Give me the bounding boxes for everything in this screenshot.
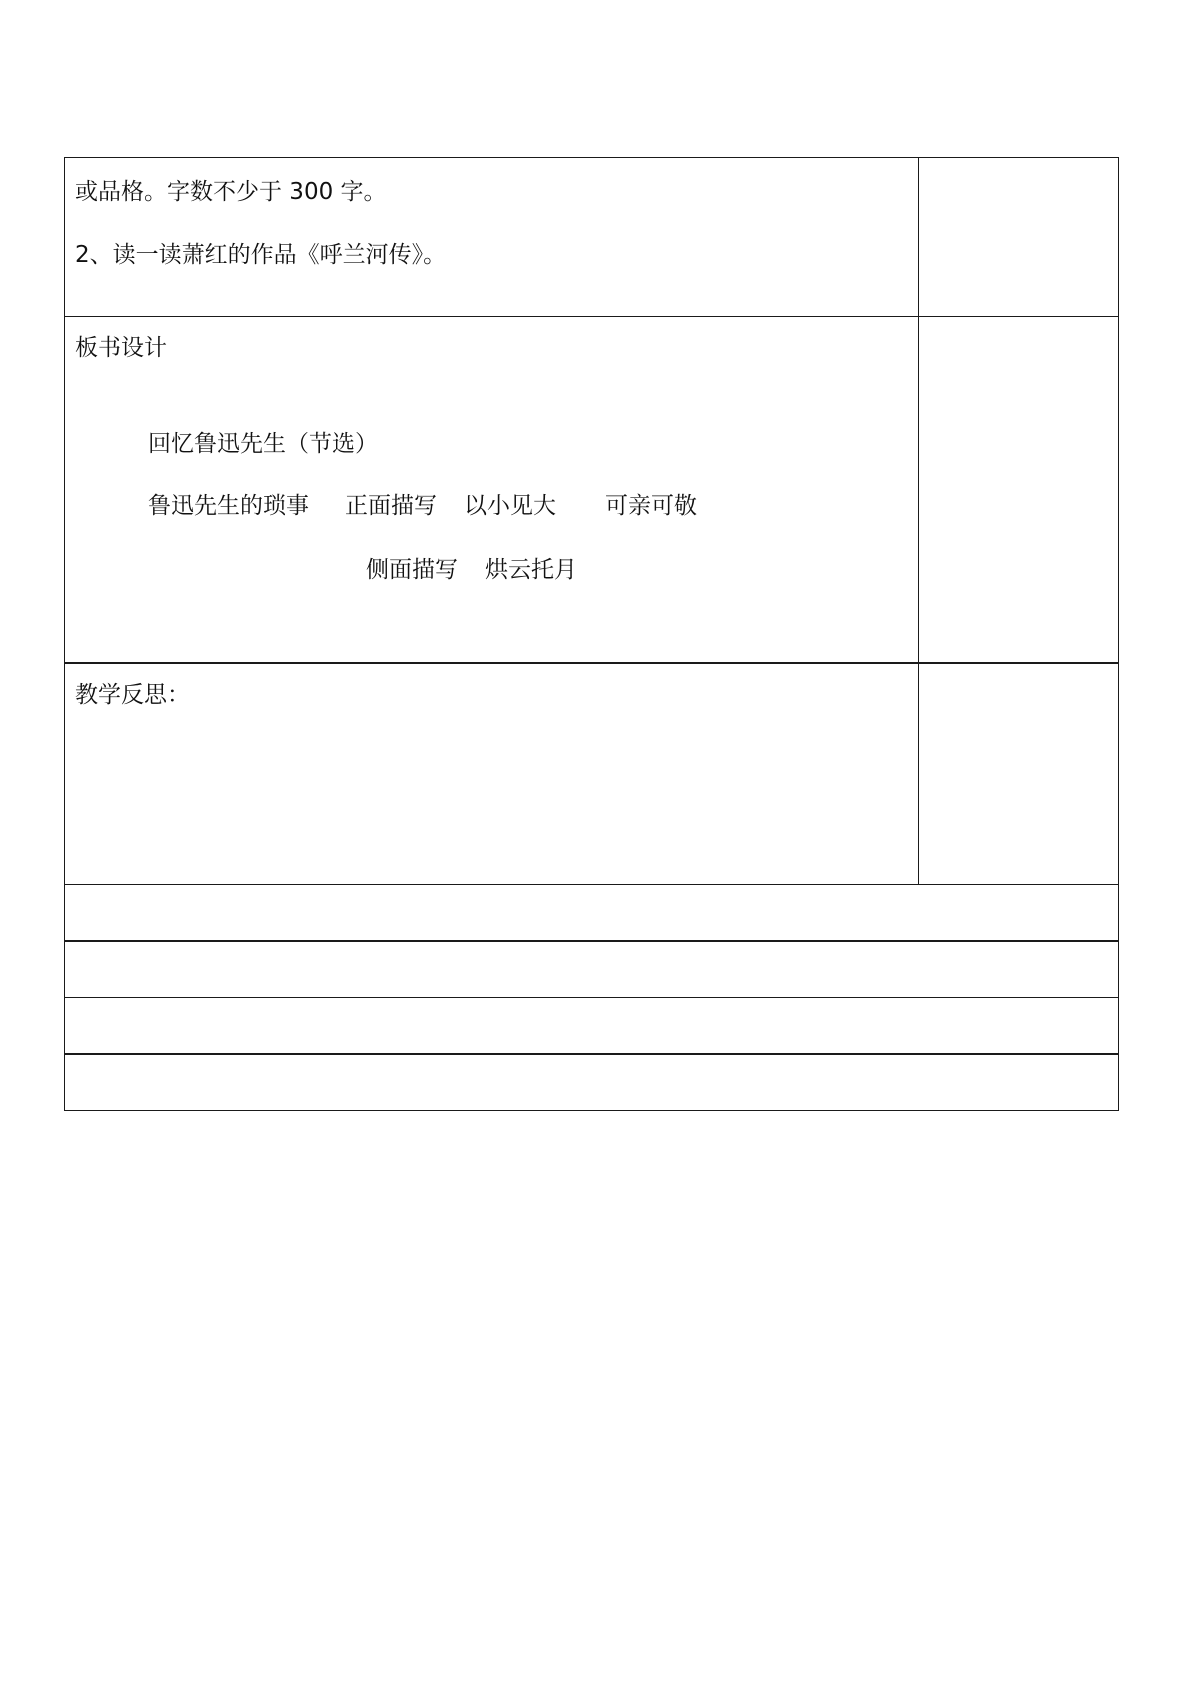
homework-line-1: 或品格。字数不少于 300 字。 <box>75 179 387 205</box>
board-design-heading: 板书设计 <box>75 334 167 361</box>
reflection-side-cell <box>918 662 1120 885</box>
board-design-title: 回忆鲁迅先生（节选） <box>148 430 378 457</box>
reflection-cell <box>64 662 919 885</box>
homework-line-2: 2、读一读萧红的作品《呼兰河传》。 <box>75 242 447 268</box>
lesson-plan-table <box>64 157 1119 1111</box>
board-design-cell <box>64 316 919 664</box>
homework-cell <box>64 157 919 317</box>
blank-row-4 <box>64 1053 1119 1111</box>
board-design-row1-col-b: 正面描写 <box>345 492 437 519</box>
board-design-side-cell <box>918 316 1120 664</box>
board-design-row1-col-c: 以小见大 <box>464 492 556 519</box>
blank-row-2 <box>64 940 1119 998</box>
blank-row-3 <box>64 997 1119 1055</box>
board-design-row1-col-a: 鲁迅先生的琐事 <box>148 492 309 519</box>
board-design-row2-col-b: 侧面描写 <box>366 556 458 583</box>
board-design-row2-col-c: 烘云托月 <box>485 556 577 583</box>
blank-row-1 <box>64 884 1119 942</box>
board-design-row1-col-d: 可亲可敬 <box>605 492 697 519</box>
reflection-heading: 教学反思： <box>75 682 190 708</box>
homework-side-cell <box>918 157 1120 317</box>
